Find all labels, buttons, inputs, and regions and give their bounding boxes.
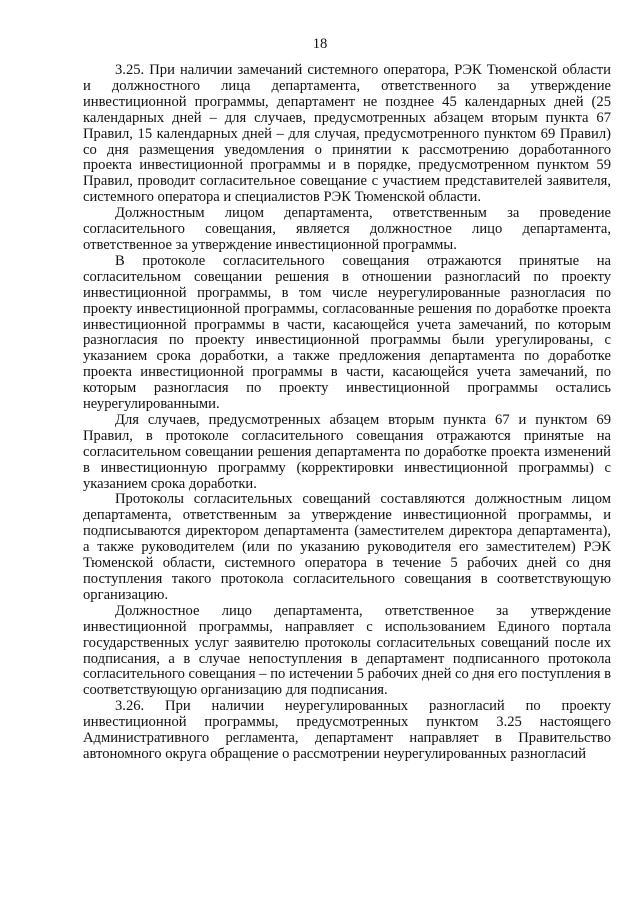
paragraph-3-26: 3.26. При наличии неурегулированных разногласий по проекту инвестиционной программы, предусмотренных пунктом 3.25 настоящего Административного регламента, департамент направляет в Правительство автономного округа обращение о рассмотрении неурегулированных разногласий: [83, 698, 611, 762]
document-body: [83, 63, 611, 763]
page-number: 18: [312, 36, 328, 52]
paragraph-responsible-official: Должностным лицом департамента, ответственным за проведение согласительного совещания, является должностное лицо департамента, ответственное за утверждение инвестиционной программы.: [83, 205, 611, 253]
paragraph-protocol-delivery: Должностное лицо департамента, ответственное за утверждение инвестиционной программы, направляет с использованием Единого портала государственных услуг заявителю протоколы согласительных совещаний после их подписания, а в случае непоступления в департамент подписанного протокола согласительного совещания – по истечении 5 рабочих дней со дня его поступления в соответствующую организацию для подписания.: [83, 602, 611, 699]
paragraph-protocol-contents: В протоколе согласительного совещания отражаются принятые на согласительном совещании решения в отношении разногласий по проекту инвестиционной программы, в том числе неурегулированные разногласия по проекту инвестиционной программы, согласованные решения по доработке проекта инвестиционной программы в части, касающейся учета замечаний, по которым разногласия по проекту инвестиционной программы были урегулированы, с указанием срока доработки, а также предложения департамента по доработке проекта инвестиционной программы в части, касающейся учета замечаний, по которым разногласия по проекту инвестиционной программы остались неурегулированными.: [83, 252, 611, 413]
paragraph-3-25: 3.25. При наличии замечаний системного оператора, РЭК Тюменской области и должностного лица департамента, ответственного за утверждение инвестиционной программы, департамент не позднее 45 календарных дней (25 календарных дней – для случаев, предусмотренных абзацем вторым пункта 67 Правил, 15 календарных дней – для случая, предусмотренного пунктом 69 Правил) со дня размещения уведомления о принятии к рассмотрению доработанного проекта инвестиционной программы и в порядке, предусмотренном пунктом 59 Правил, проводит согласительное совещание с участием представителей заявителя, системного оператора и специалистов РЭК Тюменской области.: [83, 62, 611, 206]
paragraph-special-cases: Для случаев, предусмотренных абзацем вторым пункта 67 и пунктом 69 Правил, в протоколе согласительного совещания отражаются принятые на согласительном совещании решения департамента по доработке проекта изменений в инвестиционную программу (корректировки инвестиционной программы) с указанием срока доработки.: [83, 411, 611, 492]
paragraph-protocol-signing: Протоколы согласительных совещаний составляются должностным лицом департамента, ответственным за утверждение инвестиционной программы, и подписываются директором департамента (заместителем директора департамента), а также руководителем (или по указанию руководителя его заместителем) РЭК Тюменской области, системного оператора в течение 5 рабочих дней со дня поступления такого протокола согласительного совещания в соответствующую организацию.: [83, 491, 611, 603]
